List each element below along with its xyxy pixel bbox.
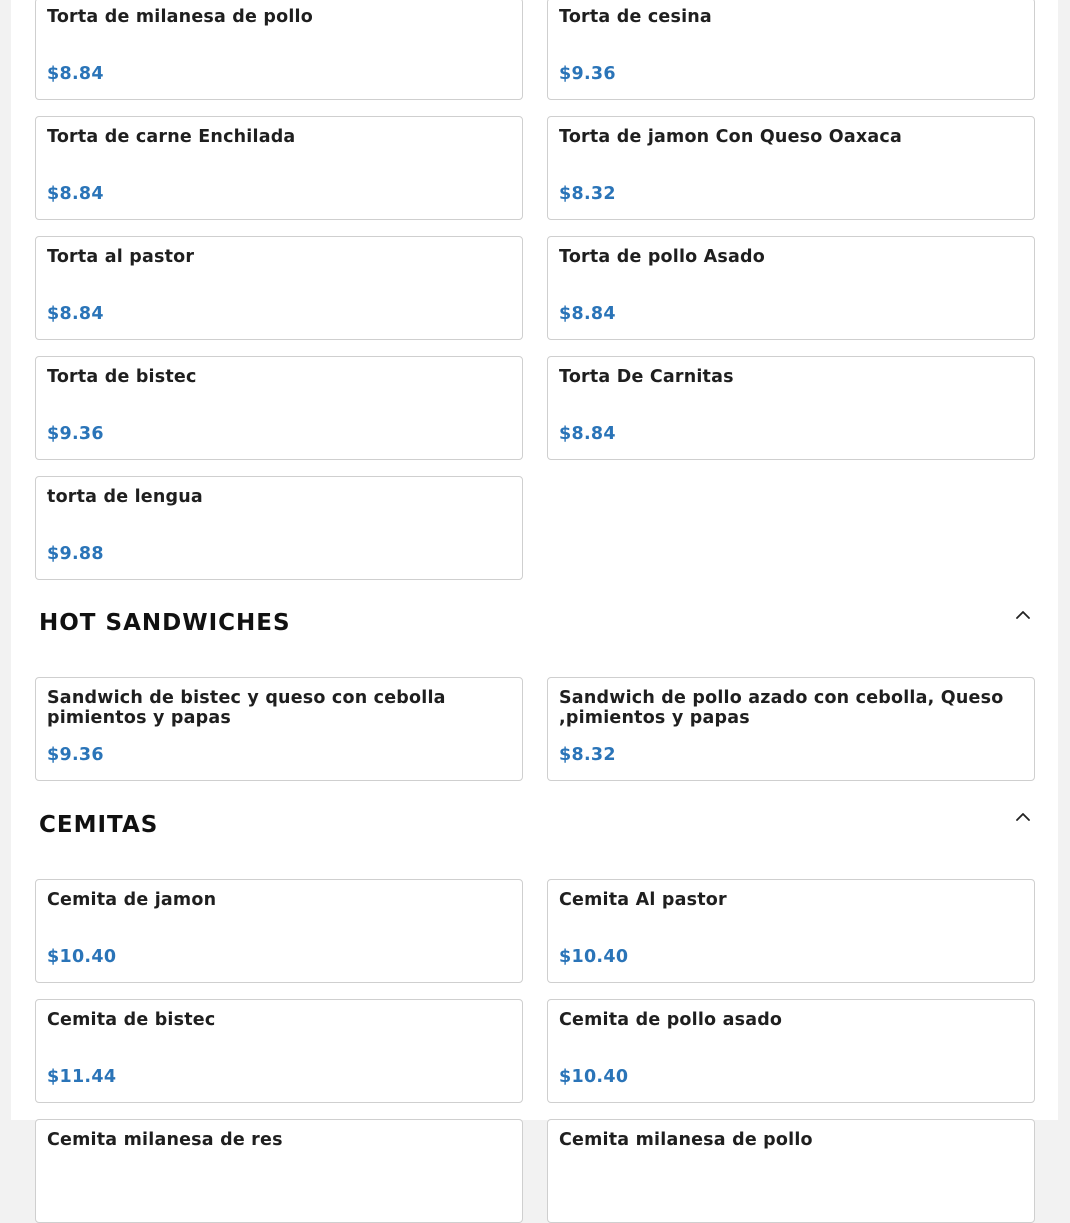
item-price: $9.88 [47,544,104,564]
item-price: $10.40 [559,1067,629,1087]
menu-item-card[interactable] [547,677,1035,781]
section-title: HOT SANDWICHES [39,610,291,636]
menu-item-card[interactable] [35,356,523,460]
item-name: Cemita milanesa de res [47,1130,283,1150]
menu-item-card[interactable] [35,116,523,220]
menu-item-card[interactable] [547,999,1035,1103]
item-name: Cemita Al pastor [559,890,727,910]
item-price: $10.40 [47,947,117,967]
item-name: Cemita de jamon [47,890,217,910]
menu-item-card[interactable] [547,236,1035,340]
chevron-up-icon[interactable] [1015,607,1031,623]
item-price: $8.32 [559,184,616,204]
menu-item-card[interactable] [35,999,523,1103]
menu-item-card[interactable] [35,677,523,781]
item-price: $9.36 [559,64,616,84]
item-name: Torta de jamon Con Queso Oaxaca [559,127,902,147]
menu-page [11,0,1058,1150]
item-name: Torta de bistec [47,367,197,387]
item-name: Torta de cesina [559,7,712,27]
item-price: $9.36 [47,745,104,765]
section-header-hot-sandwiches[interactable] [35,601,1034,645]
menu-item-card[interactable] [547,1119,1035,1223]
item-price: $10.40 [559,947,629,967]
item-name: Torta de carne Enchilada [47,127,296,147]
menu-item-card[interactable] [35,236,523,340]
tortas-grid [35,0,1034,580]
item-name: Torta al pastor [47,247,195,267]
menu-content [35,0,1034,1223]
menu-item-card[interactable] [35,0,523,100]
item-price: $8.84 [47,304,104,324]
item-price: $8.84 [47,64,104,84]
chevron-up-icon[interactable] [1015,809,1031,825]
item-name: Torta de pollo Asado [559,247,766,267]
item-price: $8.84 [559,304,616,324]
item-name: Cemita de pollo asado [559,1010,783,1030]
menu-item-card[interactable] [547,116,1035,220]
hot-sandwiches-grid [35,677,1034,781]
item-name: Cemita de bistec [47,1010,216,1030]
item-name: torta de lengua [47,487,203,507]
item-price: $8.84 [559,424,616,444]
item-price: $9.36 [47,424,104,444]
item-name: Torta De Carnitas [559,367,734,387]
item-name: Cemita milanesa de pollo [559,1130,813,1150]
menu-item-card[interactable] [35,1119,523,1223]
menu-item-card[interactable] [547,879,1035,983]
menu-item-card[interactable] [547,356,1035,460]
menu-item-card[interactable] [547,0,1035,100]
item-name: Torta de milanesa de pollo [47,7,313,27]
item-price: $11.44 [47,1067,117,1087]
section-header-cemitas[interactable] [35,803,1034,847]
item-price: $8.84 [47,184,104,204]
menu-item-card[interactable] [35,476,523,580]
item-price: $8.32 [559,745,616,765]
cemitas-grid [35,879,1034,1223]
item-name: Sandwich de pollo azado con cebolla, Queso ,pimientos y papas [559,688,1004,728]
item-name: Sandwich de bistec y queso con cebolla pimientos y papas [47,688,446,728]
menu-item-card[interactable] [35,879,523,983]
section-title: CEMITAS [39,812,159,838]
